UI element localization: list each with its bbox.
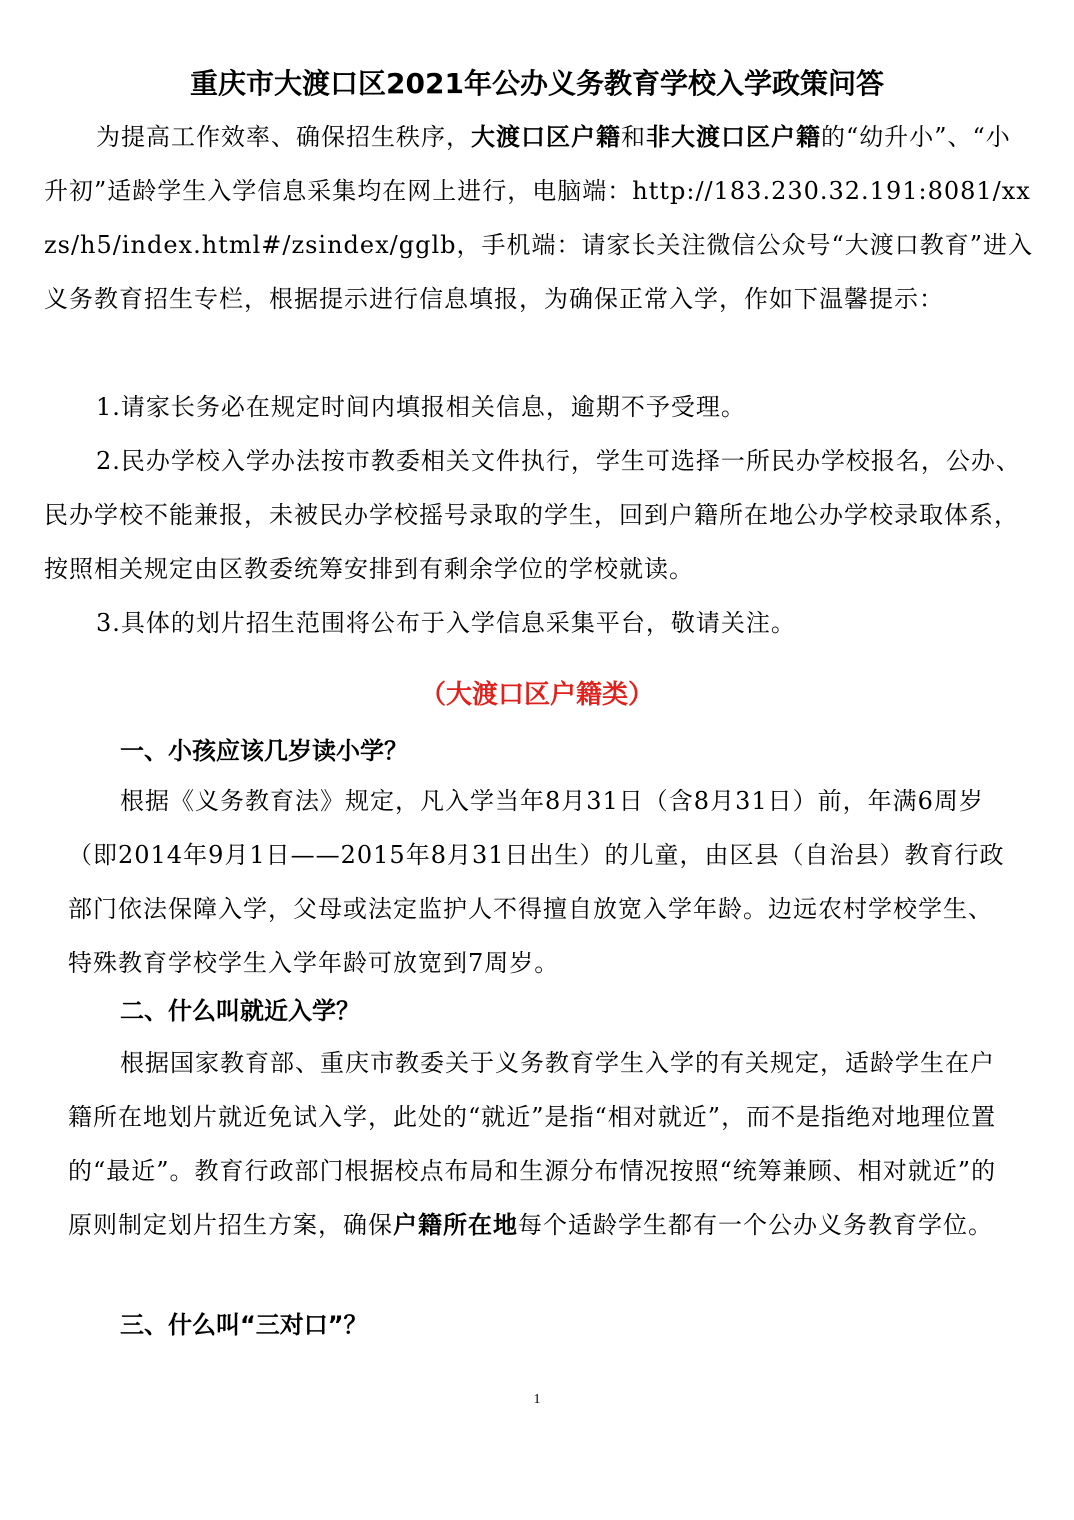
answer-paragraph-2	[68, 1036, 1016, 1252]
question-heading-1: 一、小孩应该几岁读小学？	[120, 737, 408, 765]
note-item-2: 2.民办学校入学办法按市教委相关文件执行，学生可选择一所民办学校报名，公办、民办学校不能兼报，未被民办学校摇号录取的学生，回到户籍所在地公办学校录取体系，按照相关规定由区教委统筹安排到有剩余学位的学校就读。	[44, 447, 1021, 583]
question-heading-2: 二、什么叫就近入学？	[120, 997, 360, 1025]
answer-2-text-1: 根据国家教育部、重庆市教委关于义务教育学生入学的有关规定，适龄学生在户籍所在地划片就近免试入学，此处的“就近”是指“相对就近”，而不是指绝对地理位置的“最近”。教育行政部门根据校点布局和生源分布情况按照“统筹兼顾、相对就近”的原则制定划片招生方案，确保	[68, 1049, 997, 1239]
intro-bold-local-hukou: 大渡口区户籍	[471, 123, 621, 151]
note-item-3: 3.具体的划片招生范围将公布于入学信息采集平台，敬请关注。	[96, 609, 796, 637]
document-title: 重庆市大渡口区2021年公办义务教育学校入学政策问答	[190, 67, 884, 100]
intro-text-2: 和	[621, 123, 646, 151]
answer-2-text-2: 每个适龄学生都有一个公办义务教育学位。	[518, 1211, 993, 1239]
answer-2-bold-hukou-location: 户籍所在地	[393, 1211, 518, 1239]
section-heading-local-hukou: （大渡口区户籍类）	[419, 680, 654, 710]
page-number: 1	[533, 1392, 541, 1407]
intro-paragraph	[44, 110, 1034, 326]
answer-paragraph-1: 根据《义务教育法》规定，凡入学当年8月31日（含8月31日）前，年满6周岁（即2014年9月1日——2015年8月31日出生）的儿童，由区县（自治县）教育行政部门依法保障入学，父母或法定监护人不得擅自放宽入学年龄。边远农村学校学生、特殊教育学校学生入学年龄可放宽到7周岁。	[68, 787, 1005, 977]
intro-text-1: 为提高工作效率、确保招生秩序，	[96, 123, 471, 151]
intro-text-3: 的“幼升小”、“小升初”适龄学生入学信息采集均在网上进行，电脑端：http://183.230.32.191:8081/xxzs/h5/index.html#/zsindex/gglb，手机端：请家长关注微信公众号“大渡口教育”进入义务教育招生专栏，根据提示进行信息填报，为确保正常入学，作如下温馨提示：	[44, 123, 1034, 313]
question-heading-3: 三、什么叫“三对口”？	[120, 1311, 368, 1339]
intro-bold-nonlocal-hukou: 非大渡口区户籍	[646, 123, 821, 151]
note-item-1: 1.请家长务必在规定时间内填报相关信息，逾期不予受理。	[96, 393, 746, 421]
